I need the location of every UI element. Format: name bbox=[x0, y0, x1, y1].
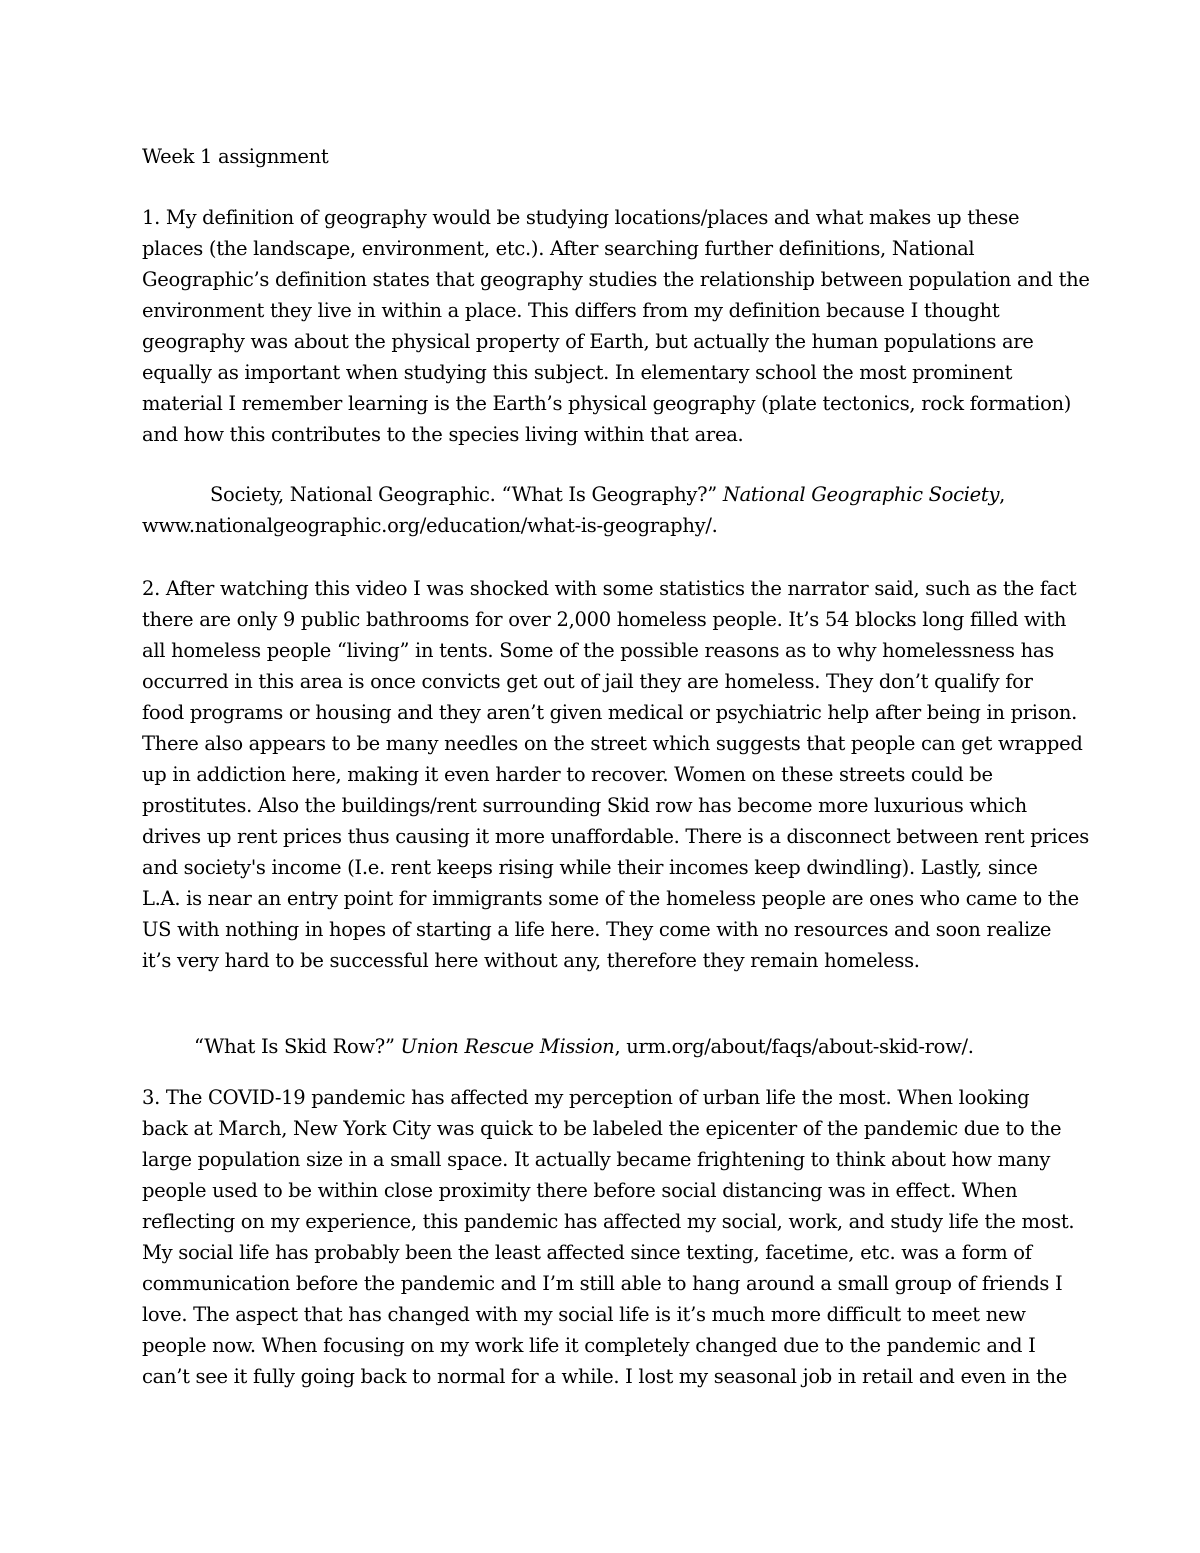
answer-1-paragraph bbox=[142, 202, 1090, 450]
citation-url: www.nationalgeographic.org/education/what-is-geography/. bbox=[142, 514, 718, 537]
paragraph-line: material I remember learning is the Earth’s physical geography (plate tectonics, rock formation) bbox=[142, 392, 1072, 415]
citation-source: Union Rescue Mission bbox=[400, 1035, 615, 1058]
citation-1 bbox=[142, 479, 1082, 541]
paragraph-line: all homeless people “living” in tents. Some of the possible reasons as to why homelessness has bbox=[142, 639, 1054, 662]
paragraph-line: drives up rent prices thus causing it more unaffordable. There is a disconnect between rent prices bbox=[142, 825, 1089, 848]
citation-line bbox=[142, 479, 1082, 510]
paragraph-line: geography was about the physical property of Earth, but actually the human populations are bbox=[142, 330, 1034, 353]
paragraph-line: it’s very hard to be successful here without any, therefore they remain homeless. bbox=[142, 949, 920, 972]
paragraph-line: large population size in a small space. It actually became frightening to think about how many bbox=[142, 1148, 1051, 1171]
paragraph-line: There also appears to be many needles on the street which suggests that people can get wrapped bbox=[142, 732, 1083, 755]
citation-source: National Geographic Society bbox=[722, 483, 1000, 506]
paragraph-line: food programs or housing and they aren’t given medical or psychiatric help after being in prison. bbox=[142, 701, 1078, 724]
citation-2 bbox=[142, 1031, 1082, 1062]
citation-line bbox=[142, 1031, 1082, 1062]
paragraph-line: My social life has probably been the least affected since texting, facetime, etc. was a form of bbox=[142, 1241, 1032, 1264]
citation-text: Society, National Geographic. “What Is Geography?” bbox=[210, 483, 723, 506]
paragraph-line: environment they live in within a place. This differs from my definition because I thought bbox=[142, 299, 1000, 322]
paragraph-line: L.A. is near an entry point for immigrants some of the homeless people are ones who came to the bbox=[142, 887, 1079, 910]
answer-2-paragraph bbox=[142, 573, 1089, 976]
citation-text: , urm.org/about/faqs/about-skid-row/. bbox=[614, 1035, 974, 1058]
paragraph-line: people now. When focusing on my work life it completely changed due to the pandemic and I bbox=[142, 1334, 1036, 1357]
paragraph-line: US with nothing in hopes of starting a life here. They come with no resources and soon realize bbox=[142, 918, 1052, 941]
paragraph-line: Geographic’s definition states that geography studies the relationship between population and the bbox=[142, 268, 1090, 291]
paragraph-line: prostitutes. Also the buildings/rent surrounding Skid row has become more luxurious which bbox=[142, 794, 1027, 817]
paragraph-line: people used to be within close proximity there before social distancing was in effect. When bbox=[142, 1179, 1018, 1202]
citation-text: , bbox=[999, 483, 1006, 506]
paragraph-line: love. The aspect that has changed with my social life is it’s much more difficult to meet new bbox=[142, 1303, 1026, 1326]
paragraph-line: reflecting on my experience, this pandemic has affected my social, work, and study life the most. bbox=[142, 1210, 1075, 1233]
paragraph-line: 2. After watching this video I was shocked with some statistics the narrator said, such as the fact bbox=[142, 577, 1077, 600]
document-title-block bbox=[142, 141, 1082, 172]
paragraph-line: communication before the pandemic and I’m still able to hang around a small group of friends I bbox=[142, 1272, 1063, 1295]
document-title: Week 1 assignment bbox=[142, 145, 329, 168]
paragraph-line: places (the landscape, environment, etc.). After searching further definitions, National bbox=[142, 237, 975, 260]
paragraph-line: back at March, New York City was quick to be labeled the epicenter of the pandemic due to the bbox=[142, 1117, 1062, 1140]
paragraph-line: up in addiction here, making it even harder to recover. Women on these streets could be bbox=[142, 763, 993, 786]
paragraph-line: equally as important when studying this subject. In elementary school the most prominent bbox=[142, 361, 1013, 384]
paragraph-line: there are only 9 public bathrooms for over 2,000 homeless people. It’s 54 blocks long filled with bbox=[142, 608, 1067, 631]
paragraph-line: and society's income (I.e. rent keeps rising while their incomes keep dwindling). Lastly, since bbox=[142, 856, 1038, 879]
paragraph-line: and how this contributes to the species living within that area. bbox=[142, 423, 744, 446]
paragraph-line: 1. My definition of geography would be studying locations/places and what makes up these bbox=[142, 206, 1020, 229]
paragraph-line: occurred in this area is once convicts get out of jail they are homeless. They don’t qualify for bbox=[142, 670, 1033, 693]
paragraph-line: 3. The COVID-19 pandemic has affected my perception of urban life the most. When looking bbox=[142, 1086, 1030, 1109]
answer-3-paragraph bbox=[142, 1082, 1082, 1392]
paragraph-line: can’t see it fully going back to normal for a while. I lost my seasonal job in retail and even in the bbox=[142, 1365, 1067, 1388]
citation-text: “What Is Skid Row?” bbox=[194, 1035, 401, 1058]
